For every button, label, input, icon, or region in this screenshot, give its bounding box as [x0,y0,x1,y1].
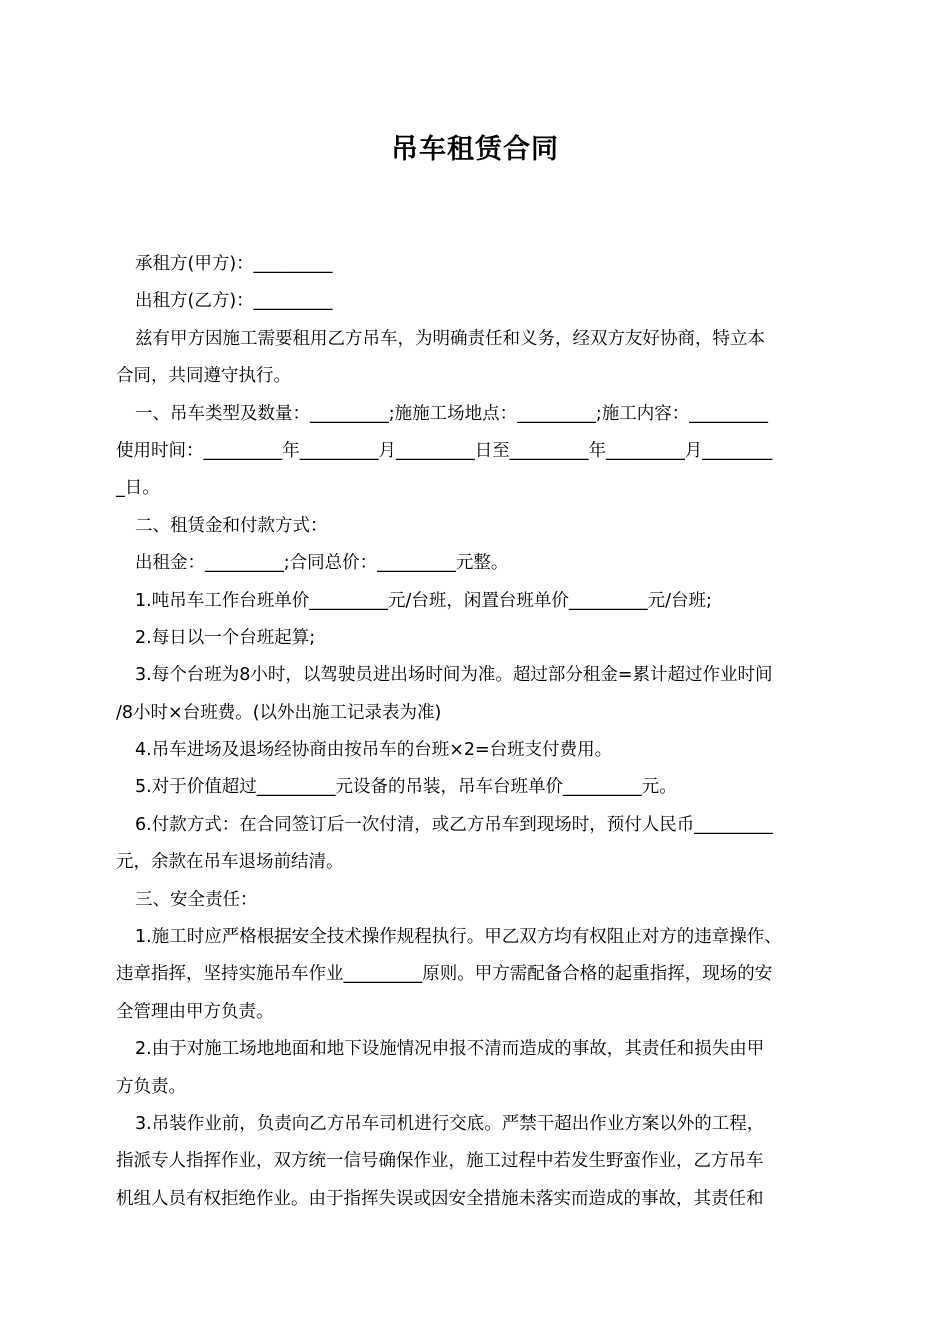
clause-3-2: 2.由于对施工场地地面和地下设施情况申报不清而造成的事故，其责任和损失由甲 [135,1039,765,1060]
rent-line: 出租金：_________;合同总价：_________元整。 [135,553,509,574]
document-title: 吊车租赁合同 [391,134,559,165]
clause-3-3: 机组人员有权拒绝作业。由于指挥失误或因安全措施未落实而造成的事故，其责任和 [116,1188,764,1209]
clause-2-6: 6.付款方式：在合同签订后一次付清，或乙方吊车到现场时，预付人民币_________ [135,814,773,835]
preamble-line: 兹有甲方因施工需要租用乙方吊车，为明确责任和义务，经双方友好协商，特立本 [135,328,765,349]
clause-3-1: 全管理由甲方负责。 [116,1001,274,1022]
usage-time-line: 使用时间：_________年_________月_________日至_________年_________月________ [116,440,773,461]
usage-time-line: _日。 [116,478,160,499]
clause-2-3: 3.每个台班为8小时，以驾驶员进出场时间为准。超过部分租金=累计超过作业时间 [135,665,773,686]
clause-2-5: 5.对于价值超过_________元设备的吊装，吊车台班单价_________元。 [135,777,677,798]
clause-3-2: 方负责。 [116,1076,186,1097]
clause-3-1: 违章指挥，坚持实施吊车作业_________原则。甲方需配备合格的起重指挥，现场的安 [116,964,773,985]
clause-2-2: 2.每日以一个台班起算; [135,627,316,648]
document-body [116,246,838,1218]
section-3-heading: 三、安全责任： [135,889,258,910]
clause-2-1: 1.吨吊车工作台班单价_________元/台班，闲置台班单价_________元/台班; [135,590,712,611]
lessor-line: 出租方(乙方)：_________ [135,291,333,312]
section-1-line: 一、吊车类型及数量：_________;施施工场地点：_________;施工内容：_________ [135,403,769,424]
section-2-heading: 二、租赁金和付款方式： [135,515,328,536]
clause-3-3: 指派专人指挥作业，双方统一信号确保作业，施工过程中若发生野蛮作业，乙方吊车 [116,1151,764,1172]
clause-2-4: 4.吊车进场及退场经协商由按吊车的台班×2=台班支付费用。 [135,740,613,761]
clause-2-6: 元，余款在吊车退场前结清。 [116,852,344,873]
lessee-line: 承租方(甲方)：_________ [135,254,333,274]
clause-3-3: 3.吊装作业前，负责向乙方吊车司机进行交底。严禁干超出作业方案以外的工程， [135,1113,765,1134]
preamble-line: 合同，共同遵守执行。 [116,366,291,387]
clause-2-3: /8小时×台班费。(以外出施工记录表为准) [116,702,442,723]
clause-3-1: 1.施工时应严格根据安全技术操作规程执行。甲乙双方均有权阻止对方的违章操作、 [135,927,782,948]
